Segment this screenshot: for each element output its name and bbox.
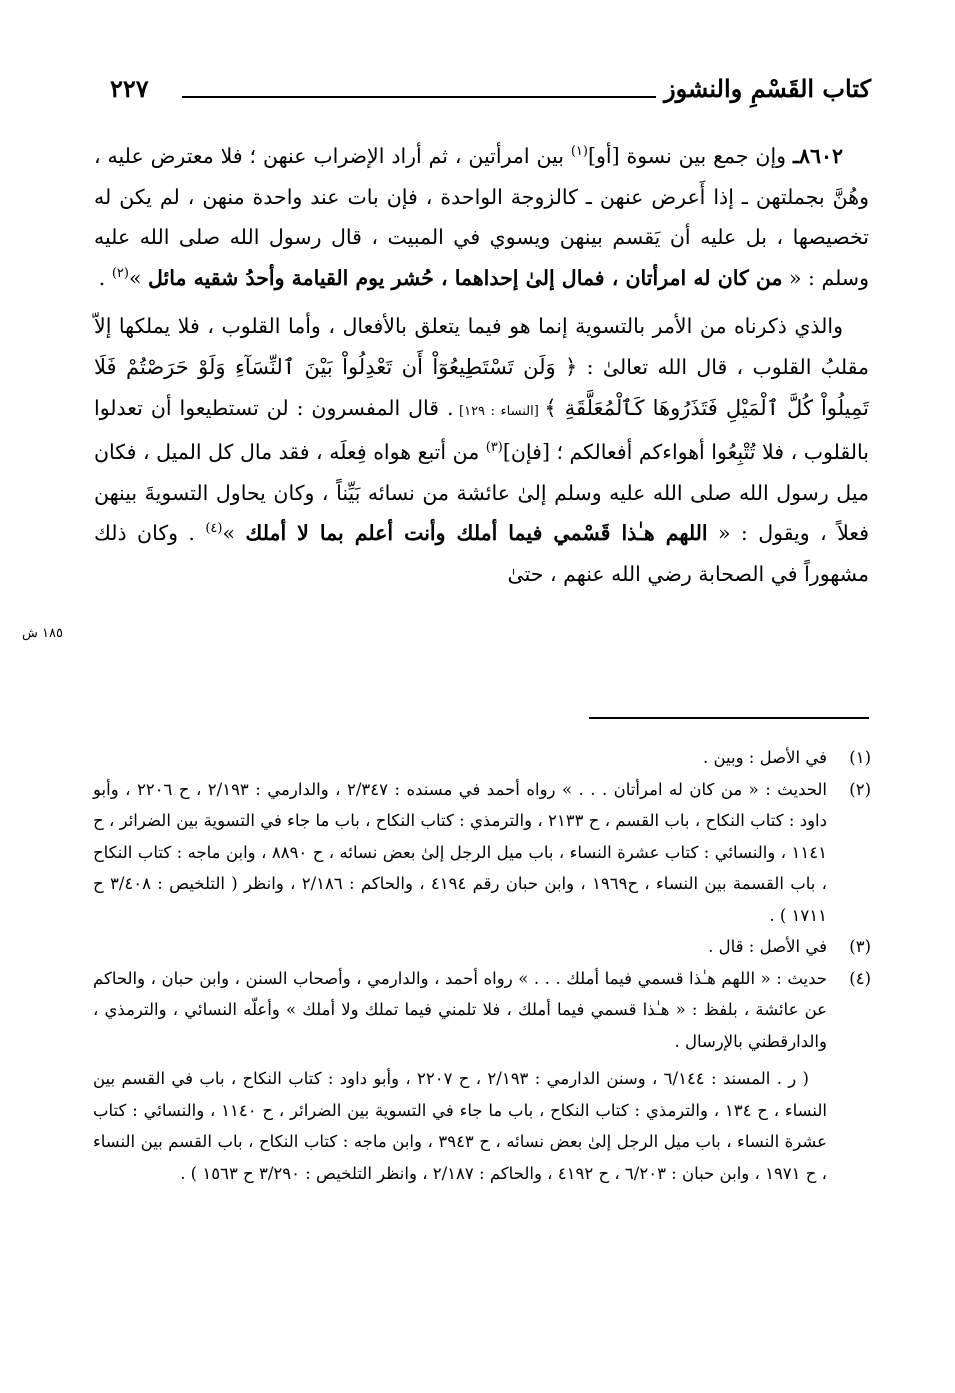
paragraph-8602	[94, 136, 869, 298]
footnote-line: الحديث : « من كان له امرأتان . . . » رواه أحمد في مسنده : ٢/٣٤٧ ، والدارمي : ٢/١٩٣ ، ح ٢٢٠٦ ، وأبو داود : كتاب النكاح ، باب القسم ، ح ٢١٣٣ ، والترمذي : كتاب النكاح ، باب ما جاء في التسوية بين الضرائر ، ح ١١٤١ ، والنسائي : كتاب عشرة النساء ، باب ميل الرجل إلىٰ بعض نسائه ، ح ٨٨٩٠ ، وابن ماجه : كتاب النكاح ، باب القسمة بين النساء ، ح١٩٦٩ ، وابن حبان رقم ٤١٩٤ ، والحاكم : ٢/١٨٦ ، وانظر ( التلخيص : ٣/٤٠٨ ح ١٧١١ ) .	[93, 779, 827, 925]
paragraph-hearts	[94, 306, 869, 594]
text-run: . قال المفسرون : لن تستطيعوا أن تعدلوا بالقلوب ، فلا تُتْبِعُوا أهواءكم أفعالكم ؛ [فإن]	[94, 395, 869, 465]
footnote-line: في الأصل : قال .	[708, 937, 827, 956]
footnote-1	[93, 742, 871, 774]
quran-verse: ﴿ وَلَن تَسْتَطِيعُوٓاْ أَن تَعْدِلُواْ بَيْنَ ٱلنِّسَآءِ وَلَوْ حَرَصْتُمْ فَلَا تَمِيلُواْ كُلَّ ٱلْمَيْلِ فَتَذَرُوهَا كَٱلْمُعَلَّقَةِ ﴾	[94, 354, 869, 420]
hadith-quote: من كان له امرأتان ، فمال إلىٰ إحداهما ، حُشر يوم القيامة وأحدُ شقيه مائل	[148, 265, 783, 290]
footnote-number: (٤)	[849, 968, 871, 988]
main-text	[94, 136, 869, 595]
footnote-separator	[589, 717, 869, 719]
footnote-citation: ( ر . المسند : ٦/١٤٤ ، وسنن الدارمي : ٢/١٩٣ ، ح ٢٢٠٧ ، وأبو داود : كتاب النكاح ، باب في القسم بين النساء ، ح ١٣٤ ، والترمذي : كتاب النكاح ، باب ما جاء في التسوية بين الضرائر ، ح ١١٤٠ ، والنسائي : كتاب عشرة النساء ، باب ميل الرجل إلىٰ بعض نسائه ، ح ٣٩٤٣ ، وابن ماجه : كتاب النكاح ، باب القسم بين النساء ، ح ١٩٧١ ، وابن حبان : ٦/٢٠٣ ، ح ٤١٩٢ ، والحاكم : ٢/١٨٧ ، وانظر التلخيص : ٣/٢٩٠ ح ١٥٦٣ ) .	[93, 1069, 827, 1183]
text-run: وإن جمع بين نسوة [أو]	[587, 144, 793, 168]
footnote-ref-4[interactable]: (٤)	[205, 521, 223, 537]
text-run: والذي ذكرناه من الأمر بالتسوية إنما هو فيما يتعلق بالأفعال ، وأما القلوب ، فلا يملكها إلاّ مقلبُ القلوب ، قال الله تعالىٰ :	[94, 314, 870, 379]
running-title: كتاب القَسْمِ والنشوز	[664, 74, 871, 103]
footnote-line: حديث : « اللهم هـٰذا قسمي فيما أملك . . . » رواه أحمد ، والدارمي ، وأصحاب السنن ، وابن حبان ، والحاكم عن عائشة ، بلفظ : « هـٰذا قسمي فيما أملك ، فلا تلمني فيما تملك ولا أملك » وأعلّه النسائي ، والترمذي ، والدارقطني بالإرسال .	[93, 968, 827, 1051]
footnote-4	[93, 963, 871, 1190]
page-number: ٢٢٧	[110, 74, 149, 103]
footnote-number: (٣)	[849, 937, 871, 956]
text-run: .	[98, 265, 112, 290]
footnote-number: (١)	[849, 748, 871, 767]
page-header	[98, 74, 871, 120]
footnote-text	[93, 742, 827, 774]
footnote-2	[93, 774, 871, 932]
footnote-ref-1[interactable]: (١)	[570, 144, 588, 160]
footnote-ref-3[interactable]: (٣)	[485, 440, 503, 456]
text-run: . وكان ذلك مشهوراً في الصحابة رضي الله عنهم ، حتىٰ	[94, 521, 869, 586]
quran-reference: [النساء : ١٢٩]	[453, 403, 545, 419]
text-run: من أتبع هواه فِعلَه ، فقد مال كل الميل ، فكان ميل رسول الله صلى الله عليه وسلم إلىٰ عائشة من نسائه بَيِّناً ، وكان يحاول التسويةَ بينهن فعلاً ، ويقول : «	[94, 440, 870, 546]
footnote-3	[93, 931, 871, 963]
footnote-text	[93, 774, 827, 932]
footnote-line: في الأصل : وبين .	[702, 748, 827, 767]
header-rule	[182, 96, 656, 98]
hadith-quote: اللهم هـٰذا قَسْمي فيما أملك وأنت أعلم بما لا أملك	[245, 521, 708, 546]
text-run: »	[128, 265, 149, 290]
text-run: »	[222, 521, 246, 546]
footnote-text	[93, 931, 827, 963]
paragraph-number: ٨٦٠٢ـ	[792, 144, 843, 168]
manuscript-folio-note: ١٨٥ ش	[22, 626, 63, 641]
text-run: بين امرأتين ، ثم أراد الإضراب عنهن ؛ فلا معترض عليه ، وهُنَّ بجملتهن ـ إذا أَعرض عنهن ـ كالزوجة الواحدة ، فإن بات عند واحدة منهن ، لم يكن له تخصيصها ، بل عليه أن يَقسم بينهن ويسوي في المبيت ، قال رسول الله صلى الله عليه وسلم : «	[94, 144, 869, 290]
footnote-text	[93, 963, 827, 1190]
footnote-ref-2[interactable]: (٢)	[111, 265, 129, 281]
footnotes	[93, 742, 871, 1189]
footnote-number: (٢)	[849, 779, 871, 799]
